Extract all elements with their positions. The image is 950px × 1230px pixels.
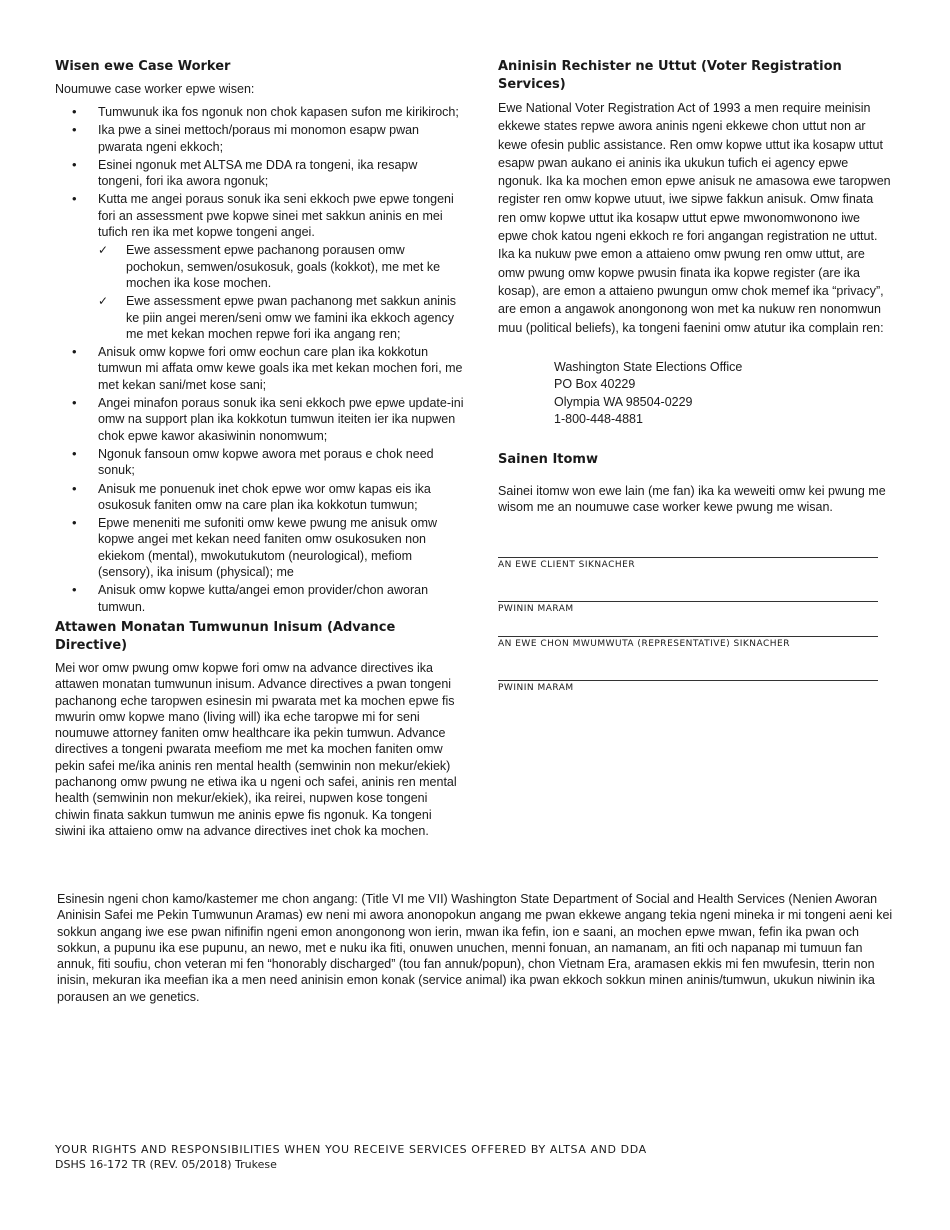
checkmark-icon: ✓ [98,243,109,258]
assessment-subitem [98,242,465,291]
case-worker-intro: Noumuwe case worker epwe wisen: [55,82,255,96]
duty-item: • Tumwunuk ika fos ngonuk non chok kapasen sufon me kirikiroch; [55,104,465,120]
page-footer [55,1143,647,1172]
assessment-subitem-text: Ewe assessment epwe pachanong porausen omw pochokun, semwen/osukosuk, goals (kokkot), me met ke mochen ika kose mochen. [126,243,441,290]
assessment-subitem [98,293,465,342]
left-column [55,58,465,839]
signature-label: AN EWE CLIENT SIKNACHER [498,560,636,571]
form-number: DSHS 16-172 TR (REV. 05/2018) Trukese [55,1157,277,1171]
duty-item: • Angei minafon poraus sonuk ika seni ekkoch pwe epwe update-ini omw na support plan ika kokkotun tumwun iteiten ier ika nupwen chok epwe kawor akasiwinin nonomwum; [55,395,465,444]
representative-date-field[interactable] [498,680,893,693]
checkmark-icon: ✓ [98,294,109,309]
duty-item-with-subitems [55,191,465,342]
signature-label: PWININ MARAM [498,604,574,615]
duty-item: • Esinei ngonuk met ALTSA me DDA ra tongeni, ika resapw tongeni, fori ika awora ngonuk; [55,157,465,190]
duty-item-text: Kutta me angei poraus sonuk ika seni ekkoch pwe epwe tongeni fori an assessment pwe kopwe sinei met sakkun aninis en mei tufich ren ika met kopwe tongeni angei. [98,192,454,240]
advance-directive-heading: Attawen Monatan Tumwunun Inisum (Advance Directive) [55,619,396,653]
signature-intro: Sainei itomw won ewe lain (me fan) ika ka weweiti omw kei pwung me wisom me an noumuwe case worker kewe pwung me wisan. [498,483,886,515]
client-date-field[interactable] [498,601,893,614]
address-line: PO Box 40229 [554,377,636,392]
duty-item: • Anisuk me ponuenuk inet chok epwe wor omw kapas eis ika osukosuk faniten omw na care plan ika kokkotun tumwun; [55,481,465,514]
case-worker-heading: Wisen ewe Case Worker [55,59,231,74]
signature-heading: Sainen Itomw [498,451,598,467]
assessment-subitem-text: Ewe assessment epwe pwan pachanong met sakkun aninis ke piin angei meren/seni omw we famini ika ekkoch agency me met kekan mochen repwe fori ika angang ren; [126,294,457,341]
duty-item: • Anisuk omw kopwe kutta/angei emon provider/chon aworan tumwun. [55,582,465,615]
signature-line [498,680,878,681]
voter-registration-heading: Aninisin Rechister ne Uttut (Voter Registration Services) [498,59,842,92]
address-line: Olympia WA 98504-0229 [554,394,693,409]
footer-title: YOUR RIGHTS AND RESPONSIBILITIES WHEN YOU RECEIVE SERVICES OFFERED BY ALTSA AND DDA [55,1143,647,1156]
duty-item: • Epwe meneniti me sufoniti omw kewe pwung me anisuk omw kopwe angei met kekan need faniten omw osukosuken non ekiekom (mental), mwokutukutom (neurological), mefiom (sensory), ika inisum (physical); me [55,515,465,580]
advance-directive-body: Mei wor omw pwung omw kopwe fori omw na advance directives ika attawen monatan tumwunun inisum. Advance directives a pwan tongeni pachanong eche taropwen esinesin mi pwarata met ka mochen epwe fis mwurin omw kopwe mano (living will) ika eche taropwe mi for seni noumuwe attorney faniten omw healthcare ika pekin tumwun. Advance directives a tongeni pwarata meefiom me met ka mochen faniten omw pekin safei me/ika aninis ren mental health (semwinin non mekur/ekiek) pachanong omw pwung ne etiwa ika u ngeni och safei, aninis ren mental health (semwinin non mekur/ekiek), ika reirei, nupwen kose tongeni chiwin finata sakkun tumwun me aninis epwe fis ngonuk. Ka tongeni siwini ika attaieno omw na advance directives inet chok ka mochen. [55,660,457,838]
signature-label: AN EWE CHON MWUMWUTA (REPRESENTATIVE) SIKNACHER [498,639,790,650]
phone-number: 1-800-448-4881 [554,412,643,427]
assessment-sublist [98,242,465,342]
voter-registration-body: Ewe National Voter Registration Act of 1993 a men require meinisin ekkewe states repwe awora aninis ngeni ekkewe chon uttut non ar kewe ofesin public assistance. Ren omw kopwe uttut ika kosapw uttut esapw pwan aukano ei aninis ika ukukun tufich ei agency epwe ngonuk. Ika ka mochen emon epwe anisuk ne amasowa ewe taropwen register ren omw kopwe utuut, iwe sipwe fakkun anisuk. Omw finata ren omw kopwe uttut ika kosapw uttut epwe mwonomwonono iwe epwe chok katou ngeni ekkoch re fori angangan registration ne uttut. Ika ka nukuw pwe emon a attaieno omw pwung ren omw uttut, are omw pwung omw kopwe pwusin finata ika kopwe register (are ika kosap), are emon a attaieno pwungun omw chok memef ika “privacy”, are emon a angawok anongonong won met ka nukuw ren nonomwun muu (political beliefs), ka tongeni faenini omw atutur ika complain ren: [498,101,891,335]
duty-item: • Ika pwe a sinei mettoch/poraus mi monomon esapw pwan pwarata ngeni ekkoch; [55,122,465,155]
signature-label: PWININ MARAM [498,683,574,694]
representative-signature-field[interactable] [498,636,893,649]
right-column [498,58,893,693]
signature-line [498,557,878,558]
client-signature-field[interactable] [498,557,893,570]
nondiscrimination-notice: Esinesin ngeni chon kamo/kastemer me chon angang: (Title VI me VII) Washington State Department of Social and Health Services (Nenien Aworan Aninisin Safei me Pekin Tumwunun Aramas) ew neni mi awora anonopokun angang me pwan ekkewe angang tekia ngeni mineka ir mi tongeni aeni kei sokkun angang iwe ese pwan nifinifin ngeni emon anongonong won ierin, mwan ika fefin, ion e saani, an mochen epwe mwan, fefin ika pwan och sokkun, a pupunu ika ese pupunu, an newo, met e nuku ika fiti, onuwen unuchen, menni fonuan, an namanam, an fiti och napanap mi tumuun fan annuk, fiti soufiu, chon veteran mi fen “honorably discharged” (tou fan annuk/popun), chon Vietnam Era, aramasen ekkis mi fen mwufesin, tterin non inisin, mekuran ika meefian ika a men need aninisin emon konak (service animal) ika pwan ekkoch sokkun minen aninis/tumwun, ukukun niwinin ika porausen an we genetics. [57,892,893,1004]
address-line: Washington State Elections Office [554,359,743,374]
elections-office-address [554,359,893,429]
signature-line [498,601,878,602]
case-worker-duties-list [55,104,465,615]
signature-line [498,636,878,637]
duty-item: • Ngonuk fansoun omw kopwe awora met poraus e chok need sonuk; [55,446,465,479]
duty-item: • Anisuk omw kopwe fori omw eochun care plan ika kokkotun tumwun mi affata omw kewe goals ika met kekan mochen fori, me met kekan sani/met kose sani; [55,344,465,393]
